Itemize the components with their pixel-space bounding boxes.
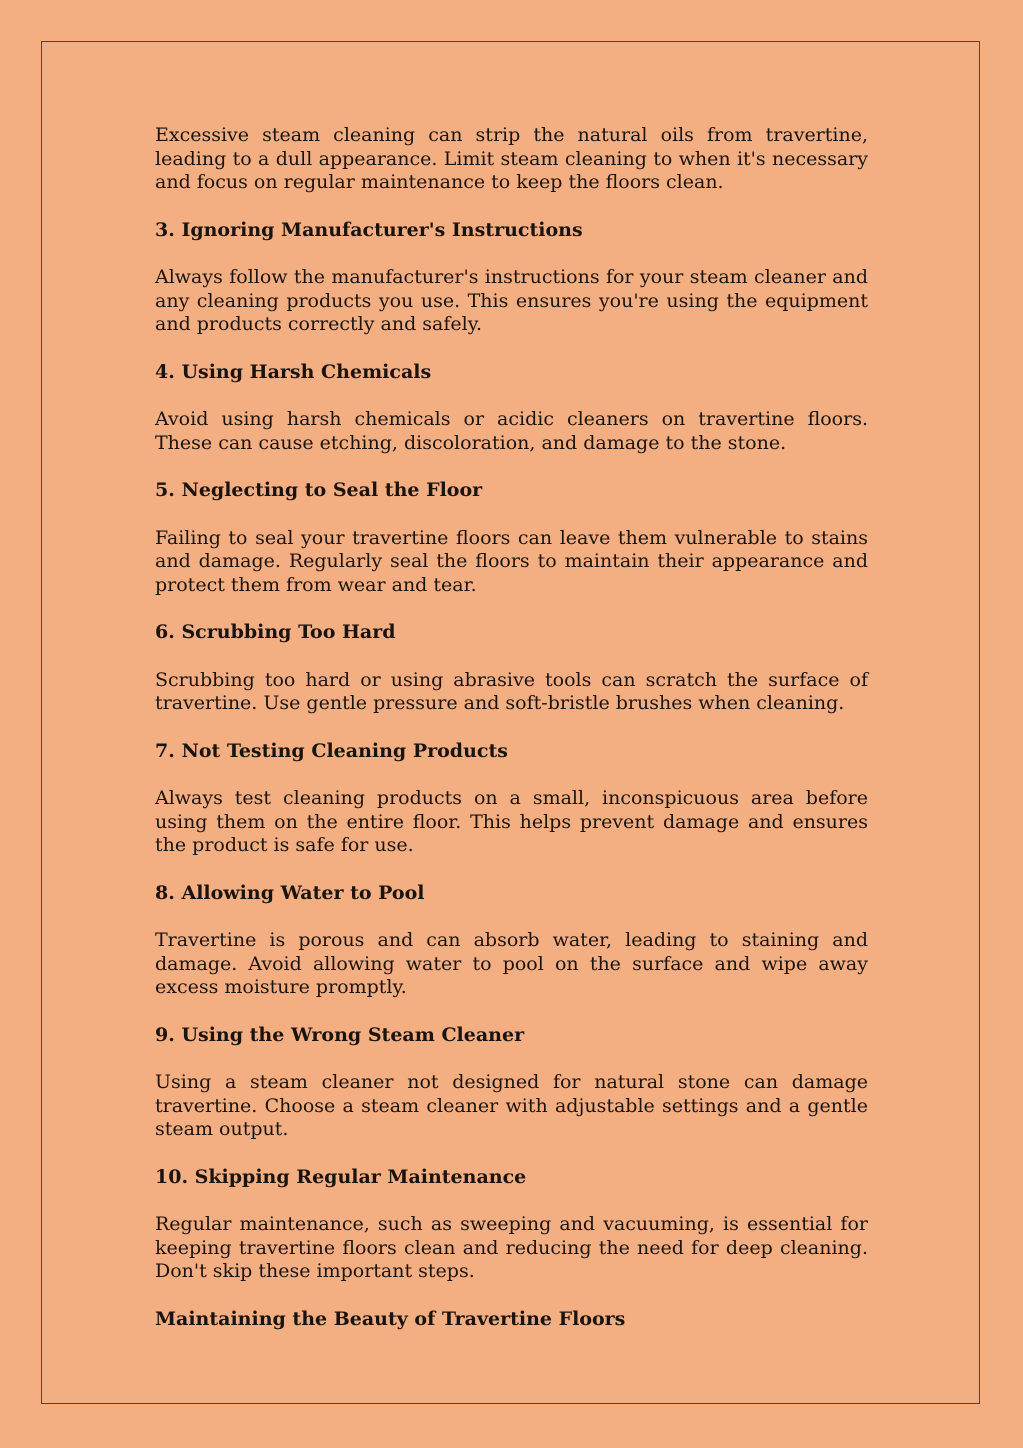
section-body-9: Using a steam cleaner not designed for natural stone can damage travertine. Choose a steam cleaner with adjustable settings and a gentle steam output. — [155, 1071, 868, 1140]
section-body-3: Always follow the manufacturer's instructions for your steam cleaner and any cleaning products you use. This ensures you're using the equipment and products correctly and safely. — [155, 266, 868, 335]
section-heading-10: 10. Skipping Regular Maintenance — [155, 1165, 527, 1188]
section-heading-6: 6. Scrubbing Too Hard — [155, 621, 396, 643]
section-heading-4: 4. Using Harsh Chemicals — [155, 360, 432, 383]
section-heading-8: 8. Allowing Water to Pool — [155, 881, 425, 904]
document-content — [155, 124, 868, 1355]
section-body-4: Avoid using harsh chemicals or acidic cleaners on travertine floors. These can cause etching, discoloration, and damage to the stone. — [155, 408, 868, 454]
section-body-5: Failing to seal your travertine floors can leave them vulnerable to stains and damage. Regularly seal the floors to maintain their appearance and protect them from wear and tear. — [155, 526, 868, 596]
intro-paragraph: Excessive steam cleaning can strip the natural oils from travertine, leading to a dull appearance. Limit steam cleaning to when it's necessary and focus on regular maintenance to keep the floors clean. — [155, 124, 868, 193]
section-heading-3: 3. Ignoring Manufacturer's Instructions — [155, 218, 583, 241]
section-heading-7: 7. Not Testing Cleaning Products — [155, 739, 508, 762]
section-body-6: Scrubbing too hard or using abrasive tools can scratch the surface of travertine. Use gentle pressure and soft-bristle brushes when cleaning. — [155, 668, 868, 714]
section-heading-9: 9. Using the Wrong Steam Cleaner — [155, 1023, 525, 1046]
closing-heading: Maintaining the Beauty of Travertine Floors — [155, 1307, 626, 1330]
section-body-7: Always test cleaning products on a small, inconspicuous area before using them on the entire floor. This helps prevent damage and ensures the product is safe for use. — [155, 787, 868, 856]
section-body-8: Travertine is porous and can absorb water, leading to staining and damage. Avoid allowing water to pool on the surface and wipe away excess moisture promptly. — [155, 929, 868, 998]
section-heading-5: 5. Neglecting to Seal the Floor — [155, 479, 483, 501]
section-body-10: Regular maintenance, such as sweeping and vacuuming, is essential for keeping travertine floors clean and reducing the need for deep cleaning. Don't skip these important steps. — [155, 1213, 868, 1282]
